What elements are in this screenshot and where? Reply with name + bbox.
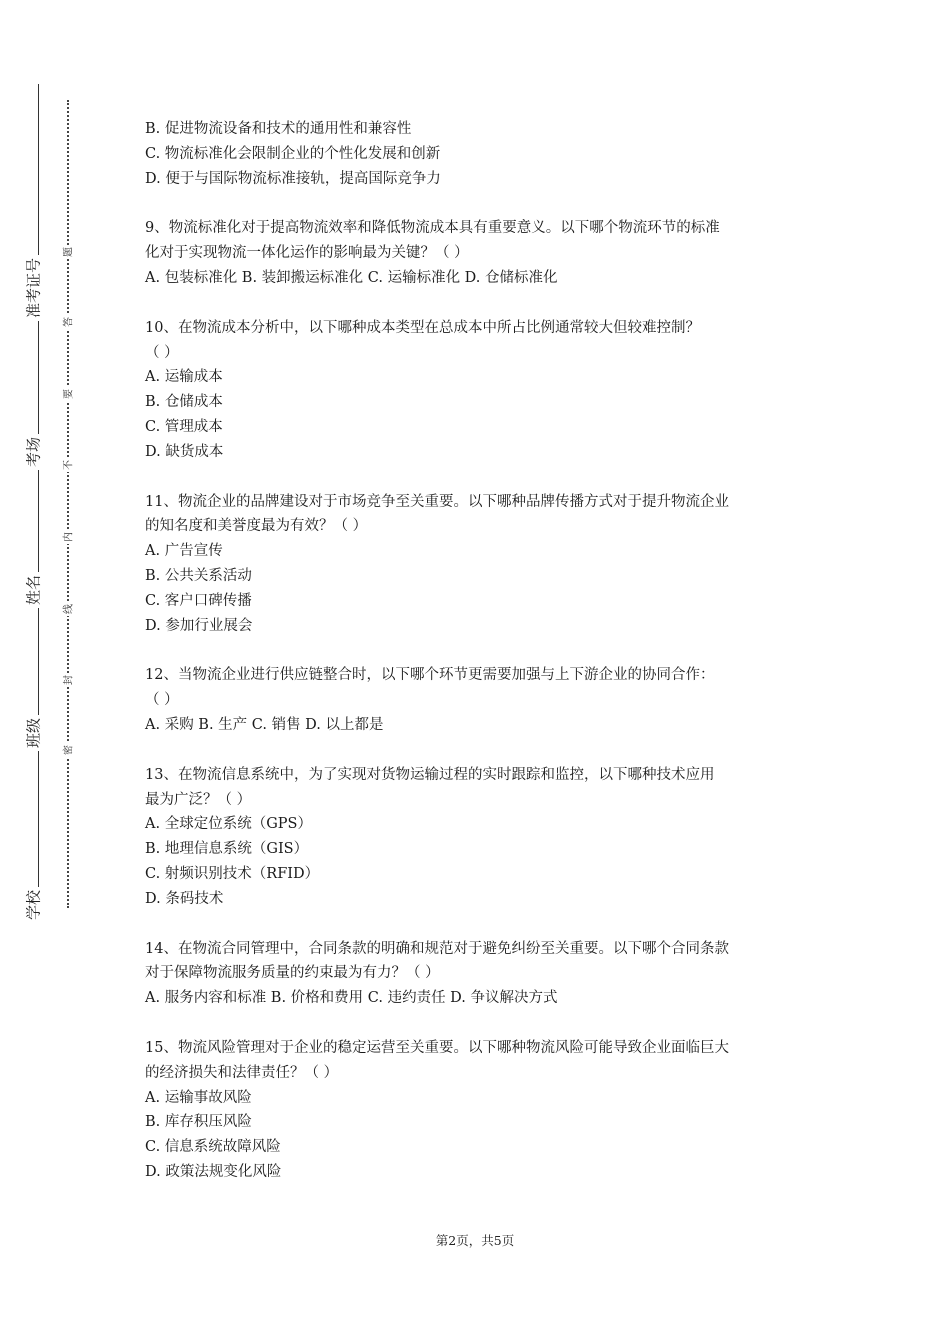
- q11-option-b: B. 公共关系活动: [145, 567, 252, 584]
- q14-stem-line2: 对于保障物流服务质量的约束最为有力？（ ）: [145, 965, 440, 982]
- seal-char-xian: 线: [60, 602, 75, 616]
- field-name: 姓名: [23, 572, 44, 608]
- q13-option-a: A. 全球定位系统（GPS）: [145, 816, 312, 833]
- q8-option-c: C. 物流标准化会限制企业的个性化发展和创新: [145, 145, 441, 162]
- field-school: 学校: [23, 887, 44, 923]
- q9-stem-line1: 9、物流标准化对于提高物流效率和降低物流成本具有重要意义。以下哪个物流环节的标准: [145, 220, 720, 237]
- q13-option-c: C. 射频识别技术（RFID）: [145, 865, 320, 882]
- binding-solid-line: [38, 84, 39, 914]
- q9-stem-line2: 化对于实现物流一体化运作的影响最为关键？（ ）: [145, 245, 469, 262]
- seal-char-nei: 内: [60, 530, 75, 544]
- q12-options: A. 采购 B. 生产 C. 销售 D. 以上都是: [145, 716, 384, 733]
- q15-option-a: A. 运输事故风险: [145, 1089, 252, 1106]
- page-number: 第2页，共5页: [435, 1233, 515, 1248]
- q13-option-d: D. 条码技术: [145, 890, 224, 907]
- q15-option-c: C. 信息系统故障风险: [145, 1139, 281, 1156]
- q14-stem-line1: 14、在物流合同管理中，合同条款的明确和规范对于避免纠纷至关重要。以下哪个合同条款: [145, 940, 729, 957]
- q10-option-c: C. 管理成本: [145, 418, 223, 435]
- seal-char-mi: 密: [60, 743, 75, 757]
- q10-stem-line1: 10、在物流成本分析中，以下哪种成本类型在总成本中所占比例通常较大但较难控制？: [145, 319, 700, 336]
- q8-option-d: D. 便于与国际物流标准接轨，提高国际竞争力: [145, 170, 441, 187]
- q10-option-b: B. 仓储成本: [145, 394, 223, 411]
- seal-char-yao: 要: [60, 387, 75, 401]
- q12-stem-line2: （ ）: [145, 692, 179, 709]
- q11-stem-line1: 11、物流企业的品牌建设对于市场竞争至关重要。以下哪种品牌传播方式对于提升物流企业: [145, 493, 729, 510]
- q10-option-d: D. 缺货成本: [145, 443, 224, 460]
- q15-option-b: B. 库存积压风险: [145, 1114, 252, 1131]
- q9-options: A. 包装标准化 B. 装卸搬运标准化 C. 运输标准化 D. 仓储标准化: [145, 269, 558, 286]
- seal-char-bu: 不: [60, 458, 75, 472]
- q11-stem-line2: 的知名度和美誉度最为有效？（ ）: [145, 518, 368, 535]
- q14-options: A. 服务内容和标准 B. 价格和费用 C. 违约责任 D. 争议解决方式: [145, 990, 558, 1007]
- q11-option-a: A. 广告宣传: [145, 543, 223, 560]
- q13-option-b: B. 地理信息系统（GIS）: [145, 841, 309, 858]
- q15-stem-line1: 15、物流风险管理对于企业的稳定运营至关重要。以下哪种物流风险可能导致企业面临巨大: [145, 1039, 729, 1056]
- question-content: [145, 117, 810, 1185]
- q13-stem-line2: 最为广泛？（ ）: [145, 791, 252, 808]
- q15-option-d: D. 政策法规变化风险: [145, 1163, 282, 1180]
- seal-char-feng: 封: [60, 673, 75, 687]
- seal-char-ti: 题: [60, 245, 75, 259]
- q8-option-b: B. 促进物流设备和技术的通用性和兼容性: [145, 121, 412, 137]
- q15-stem-line2: 的经济损失和法律责任？（ ）: [145, 1064, 339, 1081]
- seal-char-da: 答: [60, 315, 75, 329]
- q11-option-c: C. 客户口碑传播: [145, 592, 252, 609]
- binding-dotted-line: [67, 100, 69, 908]
- field-exam-room: 考场: [23, 434, 44, 470]
- q10-option-a: A. 运输成本: [145, 369, 223, 386]
- q10-stem-line2: （ ）: [145, 344, 179, 361]
- field-exam-number: 准考证号: [23, 255, 44, 321]
- q13-stem-line1: 13、在物流信息系统中，为了实现对货物运输过程的实时跟踪和监控，以下哪种技术应用: [145, 766, 715, 783]
- field-class: 班级: [23, 715, 44, 751]
- q11-option-d: D. 参加行业展会: [145, 617, 253, 634]
- q12-stem-line1: 12、当物流企业进行供应链整合时，以下哪个环节更需要加强与上下游企业的协同合作：: [145, 667, 715, 684]
